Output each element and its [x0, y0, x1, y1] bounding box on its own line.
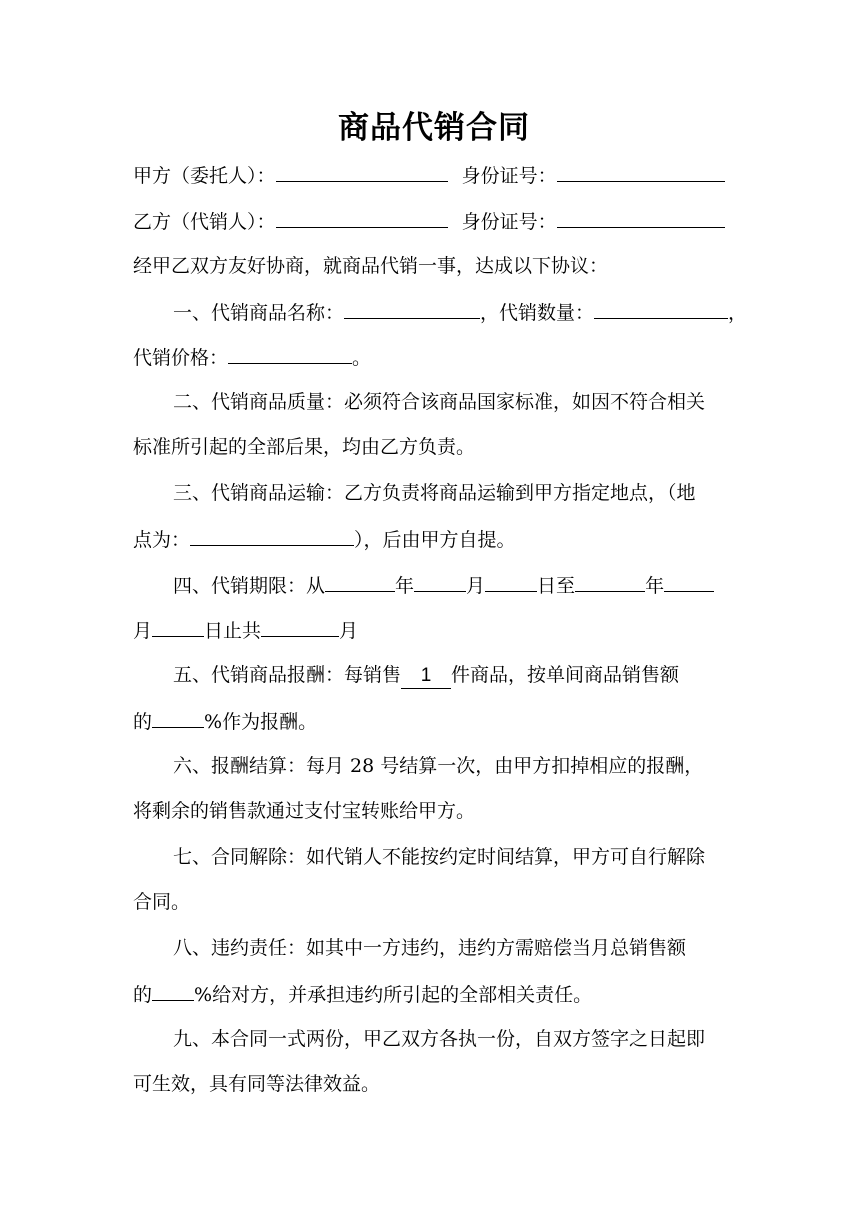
clause-4-line-1: [133, 569, 783, 601]
clause-9-line-1: 九、本合同一式两份，甲乙双方各执一份，自双方签字之日起即: [173, 1028, 706, 1050]
clause-6-line-1: 六、报酬结算：每月 28 号结算一次，由甲方扣掉相应的报酬，: [173, 755, 704, 777]
clause-3-line-1: 三、代销商品运输：乙方负责将商品运输到甲方指定地点，（地: [173, 482, 696, 504]
total-months-field[interactable]: [261, 614, 339, 637]
clause-5-label: 五、代销商品报酬：每销售: [173, 664, 402, 686]
clause-3-tail: ），后由甲方自提。: [354, 529, 516, 551]
clause-3-location-label: 点为：: [133, 529, 191, 551]
clause-7-line-1: 七、合同解除：如代销人不能按约定时间结算，甲方可自行解除: [173, 846, 706, 868]
party-a-row: [133, 159, 743, 191]
commission-rate-field[interactable]: [152, 705, 204, 728]
clause-4-label: 四、代销期限：从: [173, 575, 326, 597]
penalty-rate-field[interactable]: [152, 978, 194, 1001]
clause-7-line-2: 合同。: [133, 891, 191, 913]
clause-1-line-2: [133, 341, 743, 373]
day-to-label: 日至: [537, 575, 576, 597]
clause-8-line-1: 八、违约责任：如其中一方违约，违约方需赔偿当月总销售额: [173, 937, 687, 959]
end-day-field[interactable]: [152, 614, 204, 637]
clause-1-comma: ，: [728, 302, 748, 324]
start-day-field[interactable]: [485, 569, 537, 592]
clause-8-de: 的: [133, 984, 153, 1006]
party-b-name-field[interactable]: [276, 205, 448, 228]
clause-3-line-2: [133, 523, 743, 555]
start-month-field[interactable]: [414, 569, 466, 592]
goods-price-field[interactable]: [228, 341, 352, 364]
clause-1-qty-label: ，代销数量：: [480, 302, 595, 324]
party-a-name-field[interactable]: [276, 159, 448, 182]
clause-9-line-2: 可生效，具有同等法律效益。: [133, 1073, 381, 1095]
clause-5-tail: 件商品，按单间商品销售额: [451, 664, 680, 686]
clause-4-line-2: [133, 614, 743, 646]
clause-1-price-label: 代销价格：: [133, 347, 229, 369]
per-sale-qty-field[interactable]: 1: [401, 664, 451, 689]
end-month-field[interactable]: [664, 569, 714, 592]
clause-5-percent-label: %作为报酬。: [204, 711, 318, 733]
delivery-location-field[interactable]: [190, 523, 354, 546]
year-label: 年: [645, 575, 665, 597]
party-a-label: 甲方（委托人）：: [133, 165, 276, 187]
end-total-label: 日止共: [204, 620, 262, 642]
clause-1-name-label: 一、代销商品名称：: [173, 302, 345, 324]
month-label: 月: [133, 620, 153, 642]
party-a-id-label: 身份证号：: [461, 165, 557, 187]
party-b-row: [133, 205, 743, 237]
month-label: 月: [466, 575, 486, 597]
party-b-id-field[interactable]: [557, 205, 725, 228]
end-year-field[interactable]: [575, 569, 645, 592]
clause-5-line-2: [133, 705, 743, 737]
clause-1-period: 。: [352, 347, 372, 369]
clause-8-line-2: [133, 978, 743, 1010]
clause-2-line-2: 标准所引起的全部后果，均由乙方负责。: [133, 436, 476, 458]
clause-5-de: 的: [133, 711, 153, 733]
start-year-field[interactable]: [325, 569, 395, 592]
party-b-id-label: 身份证号：: [461, 211, 557, 233]
clause-8-tail: %给对方，并承担违约所引起的全部相关责任。: [194, 984, 593, 1006]
clause-5-line-1: [133, 660, 783, 690]
goods-name-field[interactable]: [344, 296, 480, 319]
clause-2-line-1: 二、代销商品质量：必须符合该商品国家标准，如因不符合相关: [173, 391, 706, 413]
month-label: 月: [339, 620, 359, 642]
page-title: 商品代销合同: [338, 110, 530, 146]
clause-6-line-2: 将剩余的销售款通过支付宝转账给甲方。: [133, 800, 476, 822]
clause-1-line-1: [133, 296, 783, 328]
goods-qty-field[interactable]: [594, 296, 728, 319]
year-label: 年: [395, 575, 415, 597]
party-b-label: 乙方（代销人）：: [133, 211, 276, 233]
intro-text: 经甲乙双方友好协商，就商品代销一事，达成以下协议：: [133, 255, 609, 277]
party-a-id-field[interactable]: [557, 159, 725, 182]
